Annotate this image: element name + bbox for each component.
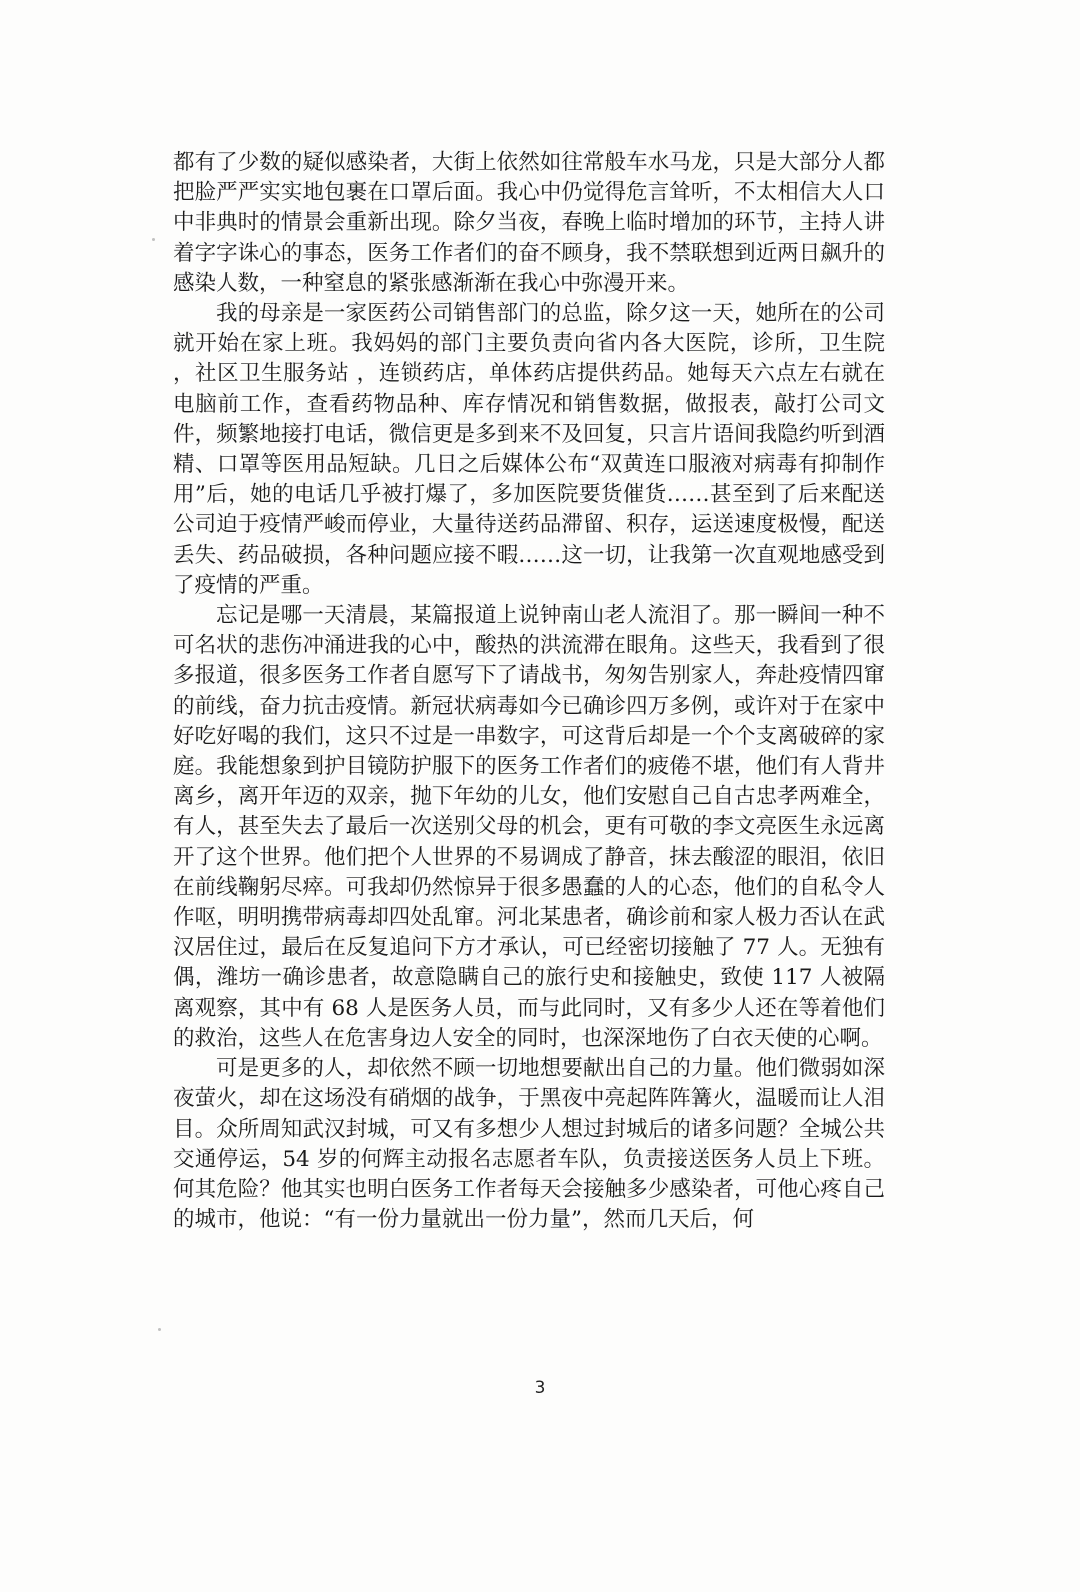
scan-speck	[152, 238, 155, 241]
paragraph-volunteers: 可是更多的人，却依然不顾一切地想要献出自己的力量。他们微弱如深夜萤火，却在这场没有硝烟的战争，于黑夜中亮起阵阵篝火，温暖而让人泪目。众所周知武汉封城，可又有多想少人想过封城后的诸多问题？全城公共交通停运，54 岁的何辉主动报名志愿者车队，负责接送医务人员上下班。何其危险？他其实也明白医务工作者每天会接触多少感染者，可他心疼自己的城市，他说：“有一份力量就出一份力量”，然而几天后，何	[173, 1056, 885, 1233]
paragraph-mother: 我的母亲是一家医药公司销售部门的总监，除夕这一天，她所在的公司就开始在家上班。我妈妈的部门主要负责向省内各大医院，诊所，卫生院 ，社区卫生服务站 ，连锁药店，单体药店提供药品。她每天六点左右就在电脑前工作，查看药物品种、库存情况和销售数据，做报表，敲打公司文件，频繁地接打电话，微信更是多到来不及回复，只言片语间我隐约听到酒精、口罩等医用品短缺。几日之后媒体公布“双黄连口服液对病毒有抑制作用”后，她的电话几乎被打爆了，多加医院要货催货……甚至到了后来配送公司迫于疫情严峻而停业，大量待送药品滞留、积存，运送速度极慢，配送丢失、药品破损，各种问题应接不暇……这一切，让我第一次直观地感受到了疫情的严重。	[173, 301, 885, 598]
scan-speck	[158, 1328, 161, 1331]
page-number: 3	[534, 1378, 546, 1398]
paragraph-zhong-nanshan: 忘记是哪一天清晨，某篇报道上说钟南山老人流泪了。那一瞬间一种不可名状的悲伤冲涌进我的心中，酸热的洪流滞在眼角。这些天，我看到了很多报道，很多医务工作者自愿写下了请战书，匆匆告别家人，奔赴疫情四窜的前线，奋力抗击疫情。新冠状病毒如今已确诊四万多例，或许对于在家中好吃好喝的我们，这只不过是一串数字，可这背后却是一个个支离破碎的家庭。我能想象到护目镜防护服下的医务工作者们的疲倦不堪，他们有人背井离乡，离开年迈的双亲，抛下年幼的儿女，他们安慰自己自古忠孝两难全，有人，甚至失去了最后一次送别父母的机会，更有可敬的李文亮医生永远离开了这个世界。他们把个人世界的不易调成了静音，抹去酸涩的眼泪，依旧在前线鞠躬尽瘁。可我却仍然惊异于很多愚蠢的人的心态，他们的自私令人作呕，明明携带病毒却四处乱窜。河北某患者，确诊前和家人极力否认在武汉居住过，最后在反复追问下方才承认，可已经密切接触了 77 人。无独有偶，潍坊一确诊患者，故意隐瞒自己的旅行史和接触史，致使 117 人被隔离观察，其中有 68 人是医务人员，而与此同时，又有多少人还在等着他们的救治，这些人在危害身边人安全的同时，也深深地伤了白衣天使的心啊。	[173, 603, 885, 1051]
body-text	[173, 148, 885, 1235]
paragraph-continued: 都有了少数的疑似感染者，大街上依然如往常般车水马龙，只是大部分人都把脸严严实实地包裹在口罩后面。我心中仍觉得危言耸听，不太相信大人口中非典时的情景会重新出现。除夕当夜，春晚上临时增加的环节，主持人讲着字字诛心的事态，医务工作者们的奋不顾身，我不禁联想到近两日飙升的感染人数，一种窒息的紧张感渐渐在我心中弥漫开来。	[173, 150, 885, 296]
